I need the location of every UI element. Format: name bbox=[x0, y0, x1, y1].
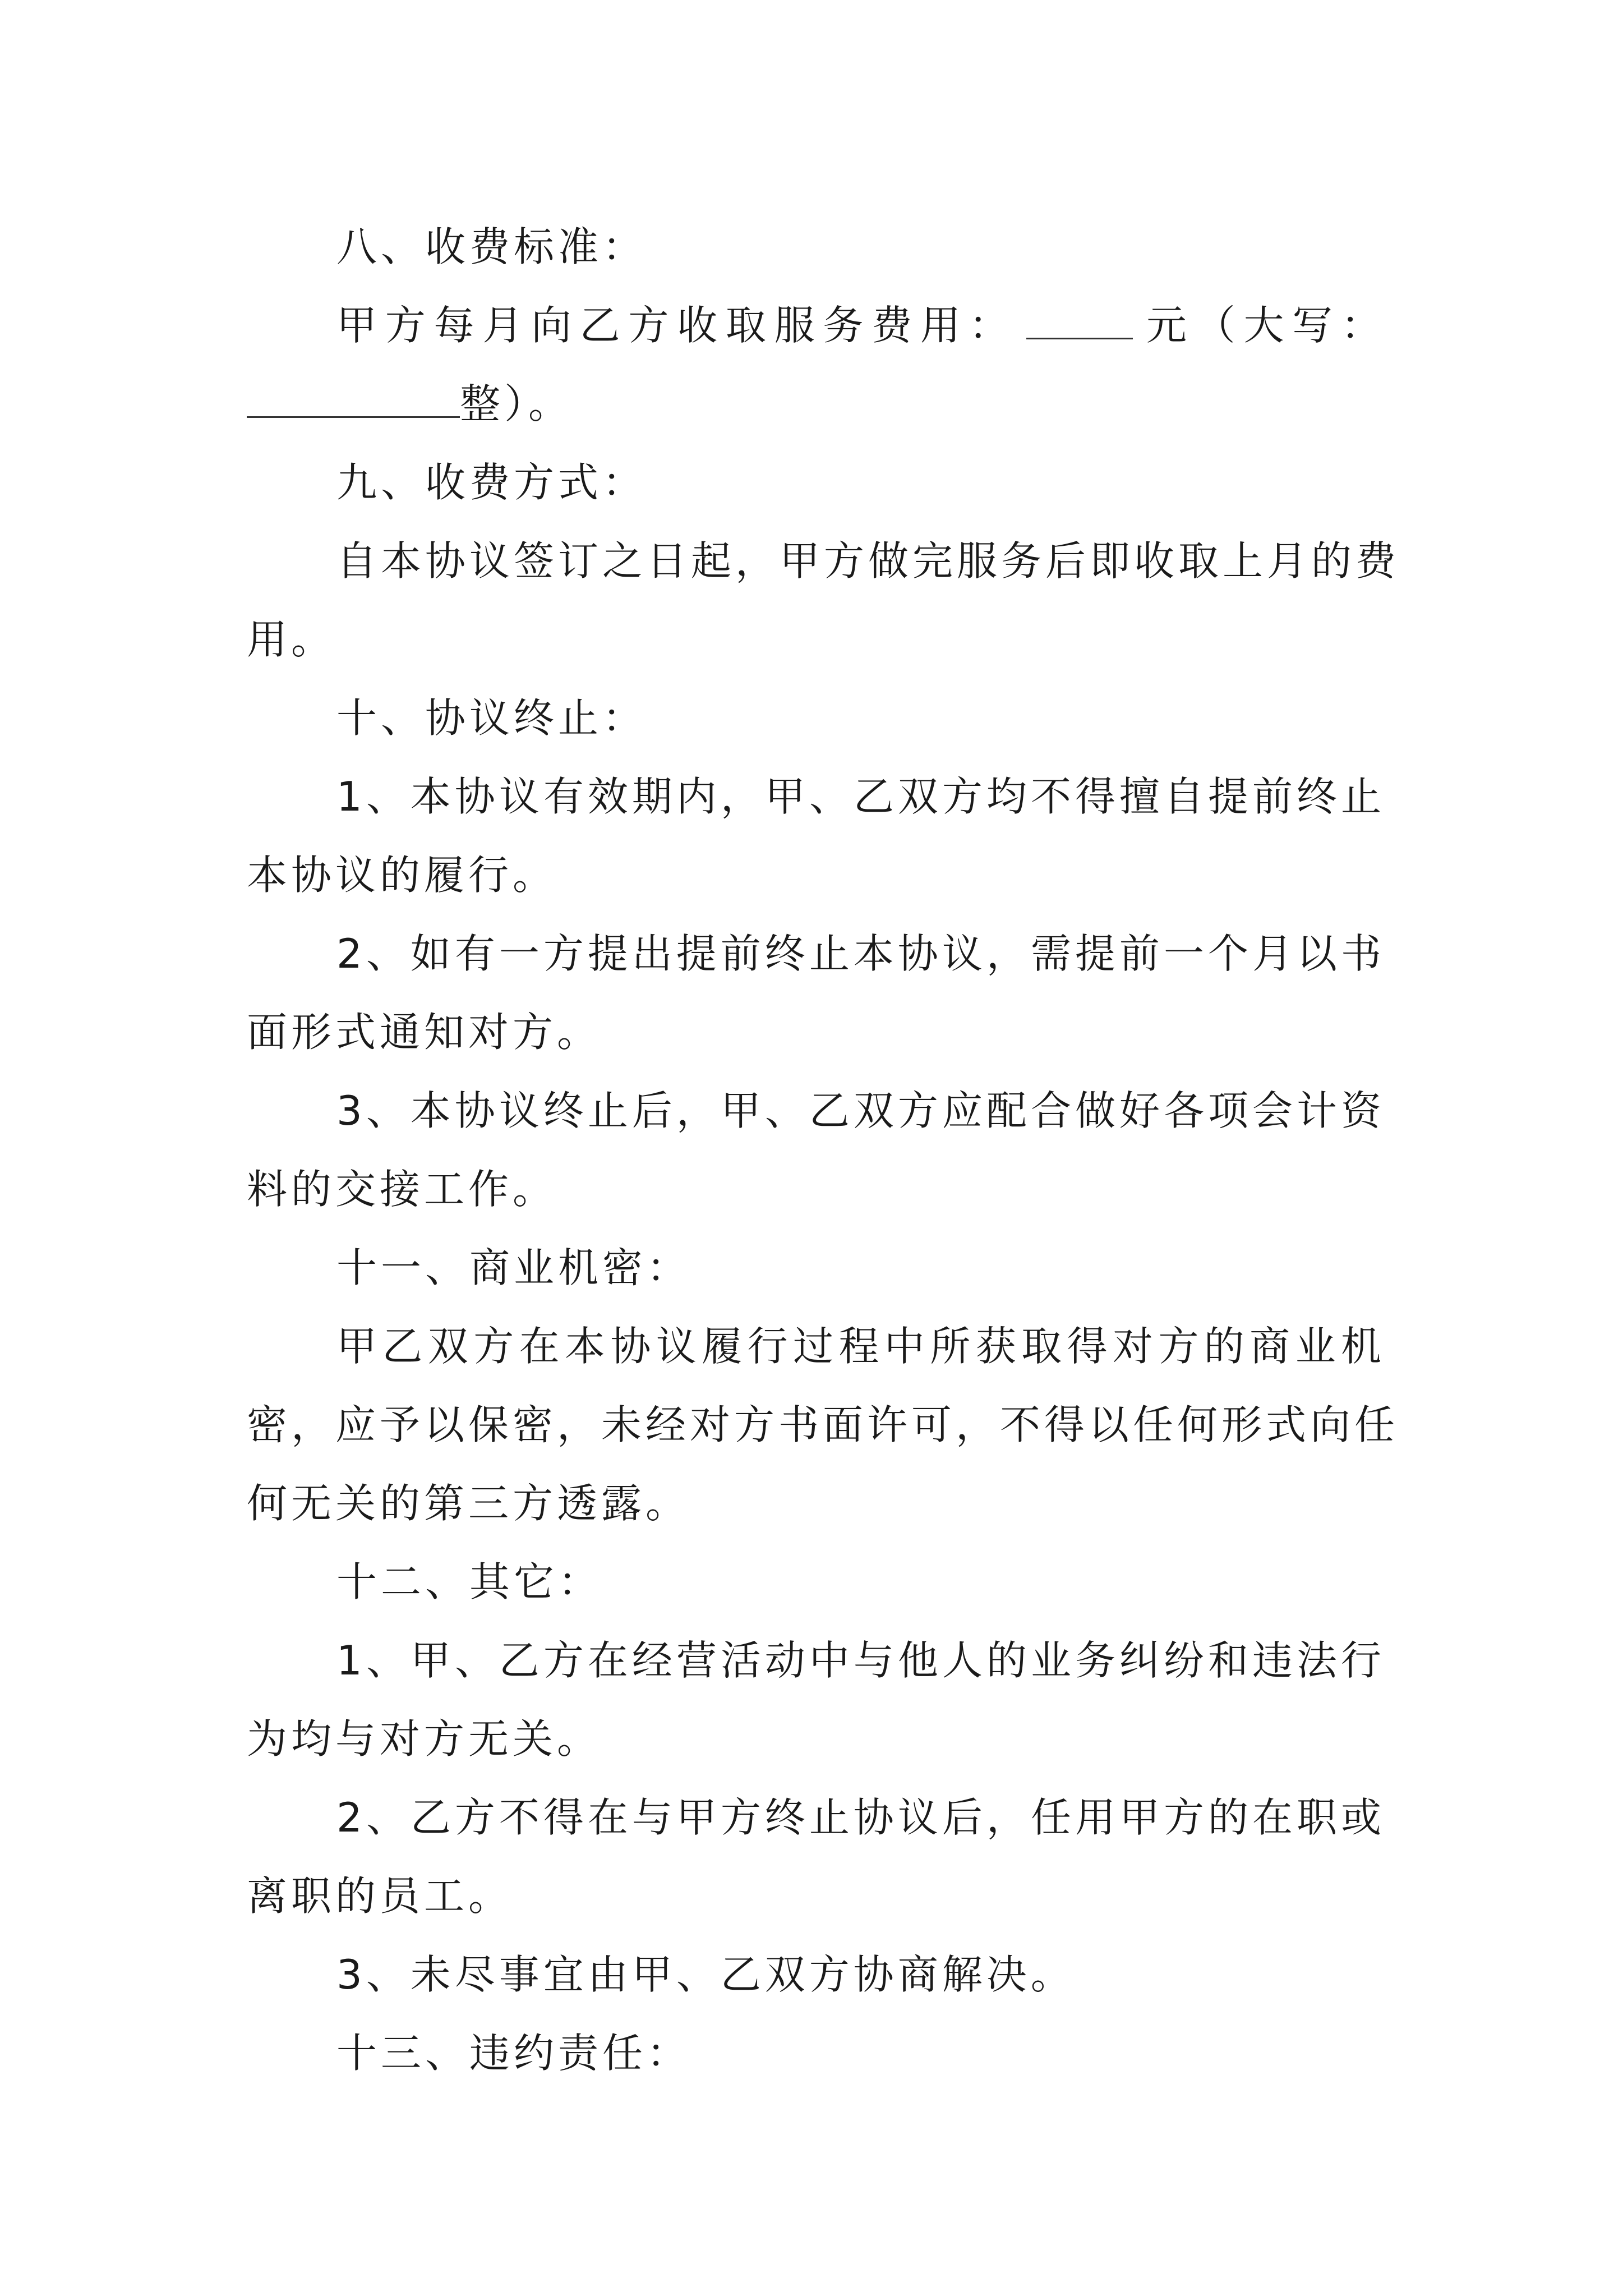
fee-amount-blank bbox=[1026, 297, 1133, 339]
termination-2-line-2: 面形式通知对方。 bbox=[247, 1009, 602, 1056]
section-8-heading: 八、收费标准： bbox=[336, 223, 647, 270]
fee-uppercase-blank bbox=[247, 376, 460, 418]
other-2-line-2: 离职的员工。 bbox=[247, 1872, 513, 1920]
other-1-line-1: 1、甲、乙方在经营活动中与他人的业务纠纷和违法行 bbox=[336, 1637, 1385, 1684]
secrecy-line-1: 甲乙双方在本协议履行过程中所获取得对方的商业机 bbox=[336, 1323, 1385, 1370]
other-2-line-1: 2、乙方不得在与甲方终止协议后，任用甲方的在职或 bbox=[336, 1794, 1385, 1841]
section-11-heading: 十一、商业机密： bbox=[336, 1244, 691, 1291]
termination-1-line-2: 本协议的履行。 bbox=[247, 852, 557, 899]
section-13-heading: 十三、违约责任： bbox=[336, 2030, 691, 2077]
fee-text-c: 整）。 bbox=[460, 380, 573, 427]
secrecy-line-3: 何无关的第三方透露。 bbox=[247, 1480, 690, 1527]
termination-1-line-1: 1、本协议有效期内，甲、乙双方均不得擅自提前终止 bbox=[336, 773, 1385, 820]
secrecy-line-2: 密，应予以保密，未经对方书面许可，不得以任何形式向任 bbox=[247, 1401, 1399, 1448]
fee-line-1 bbox=[247, 286, 1385, 365]
other-1-line-2: 为均与对方无关。 bbox=[247, 1715, 602, 1763]
payment-line-2: 用。 bbox=[247, 616, 336, 663]
fee-text-b: 元（大写： bbox=[1142, 302, 1385, 349]
termination-3-line-2: 料的交接工作。 bbox=[247, 1166, 557, 1213]
payment-line-1: 自本协议签订之日起，甲方做完服务后即收取上月的费 bbox=[336, 537, 1400, 585]
section-12-heading: 十二、其它： bbox=[336, 1558, 603, 1605]
section-10-heading: 十、协议终止： bbox=[336, 694, 647, 742]
termination-3-line-1: 3、本协议终止后，甲、乙双方应配合做好各项会计资 bbox=[336, 1087, 1385, 1134]
fee-line-2 bbox=[247, 365, 1385, 443]
termination-2-line-1: 2、如有一方提出提前终止本协议，需提前一个月以书 bbox=[336, 930, 1385, 977]
fee-text-a: 甲方每月向乙方收取服务费用： bbox=[336, 302, 1018, 349]
document-body bbox=[247, 208, 1400, 2092]
other-3-line: 3、未尽事宜由甲、乙双方协商解决。 bbox=[336, 1951, 1075, 1998]
section-9-heading: 九、收费方式： bbox=[336, 459, 647, 506]
